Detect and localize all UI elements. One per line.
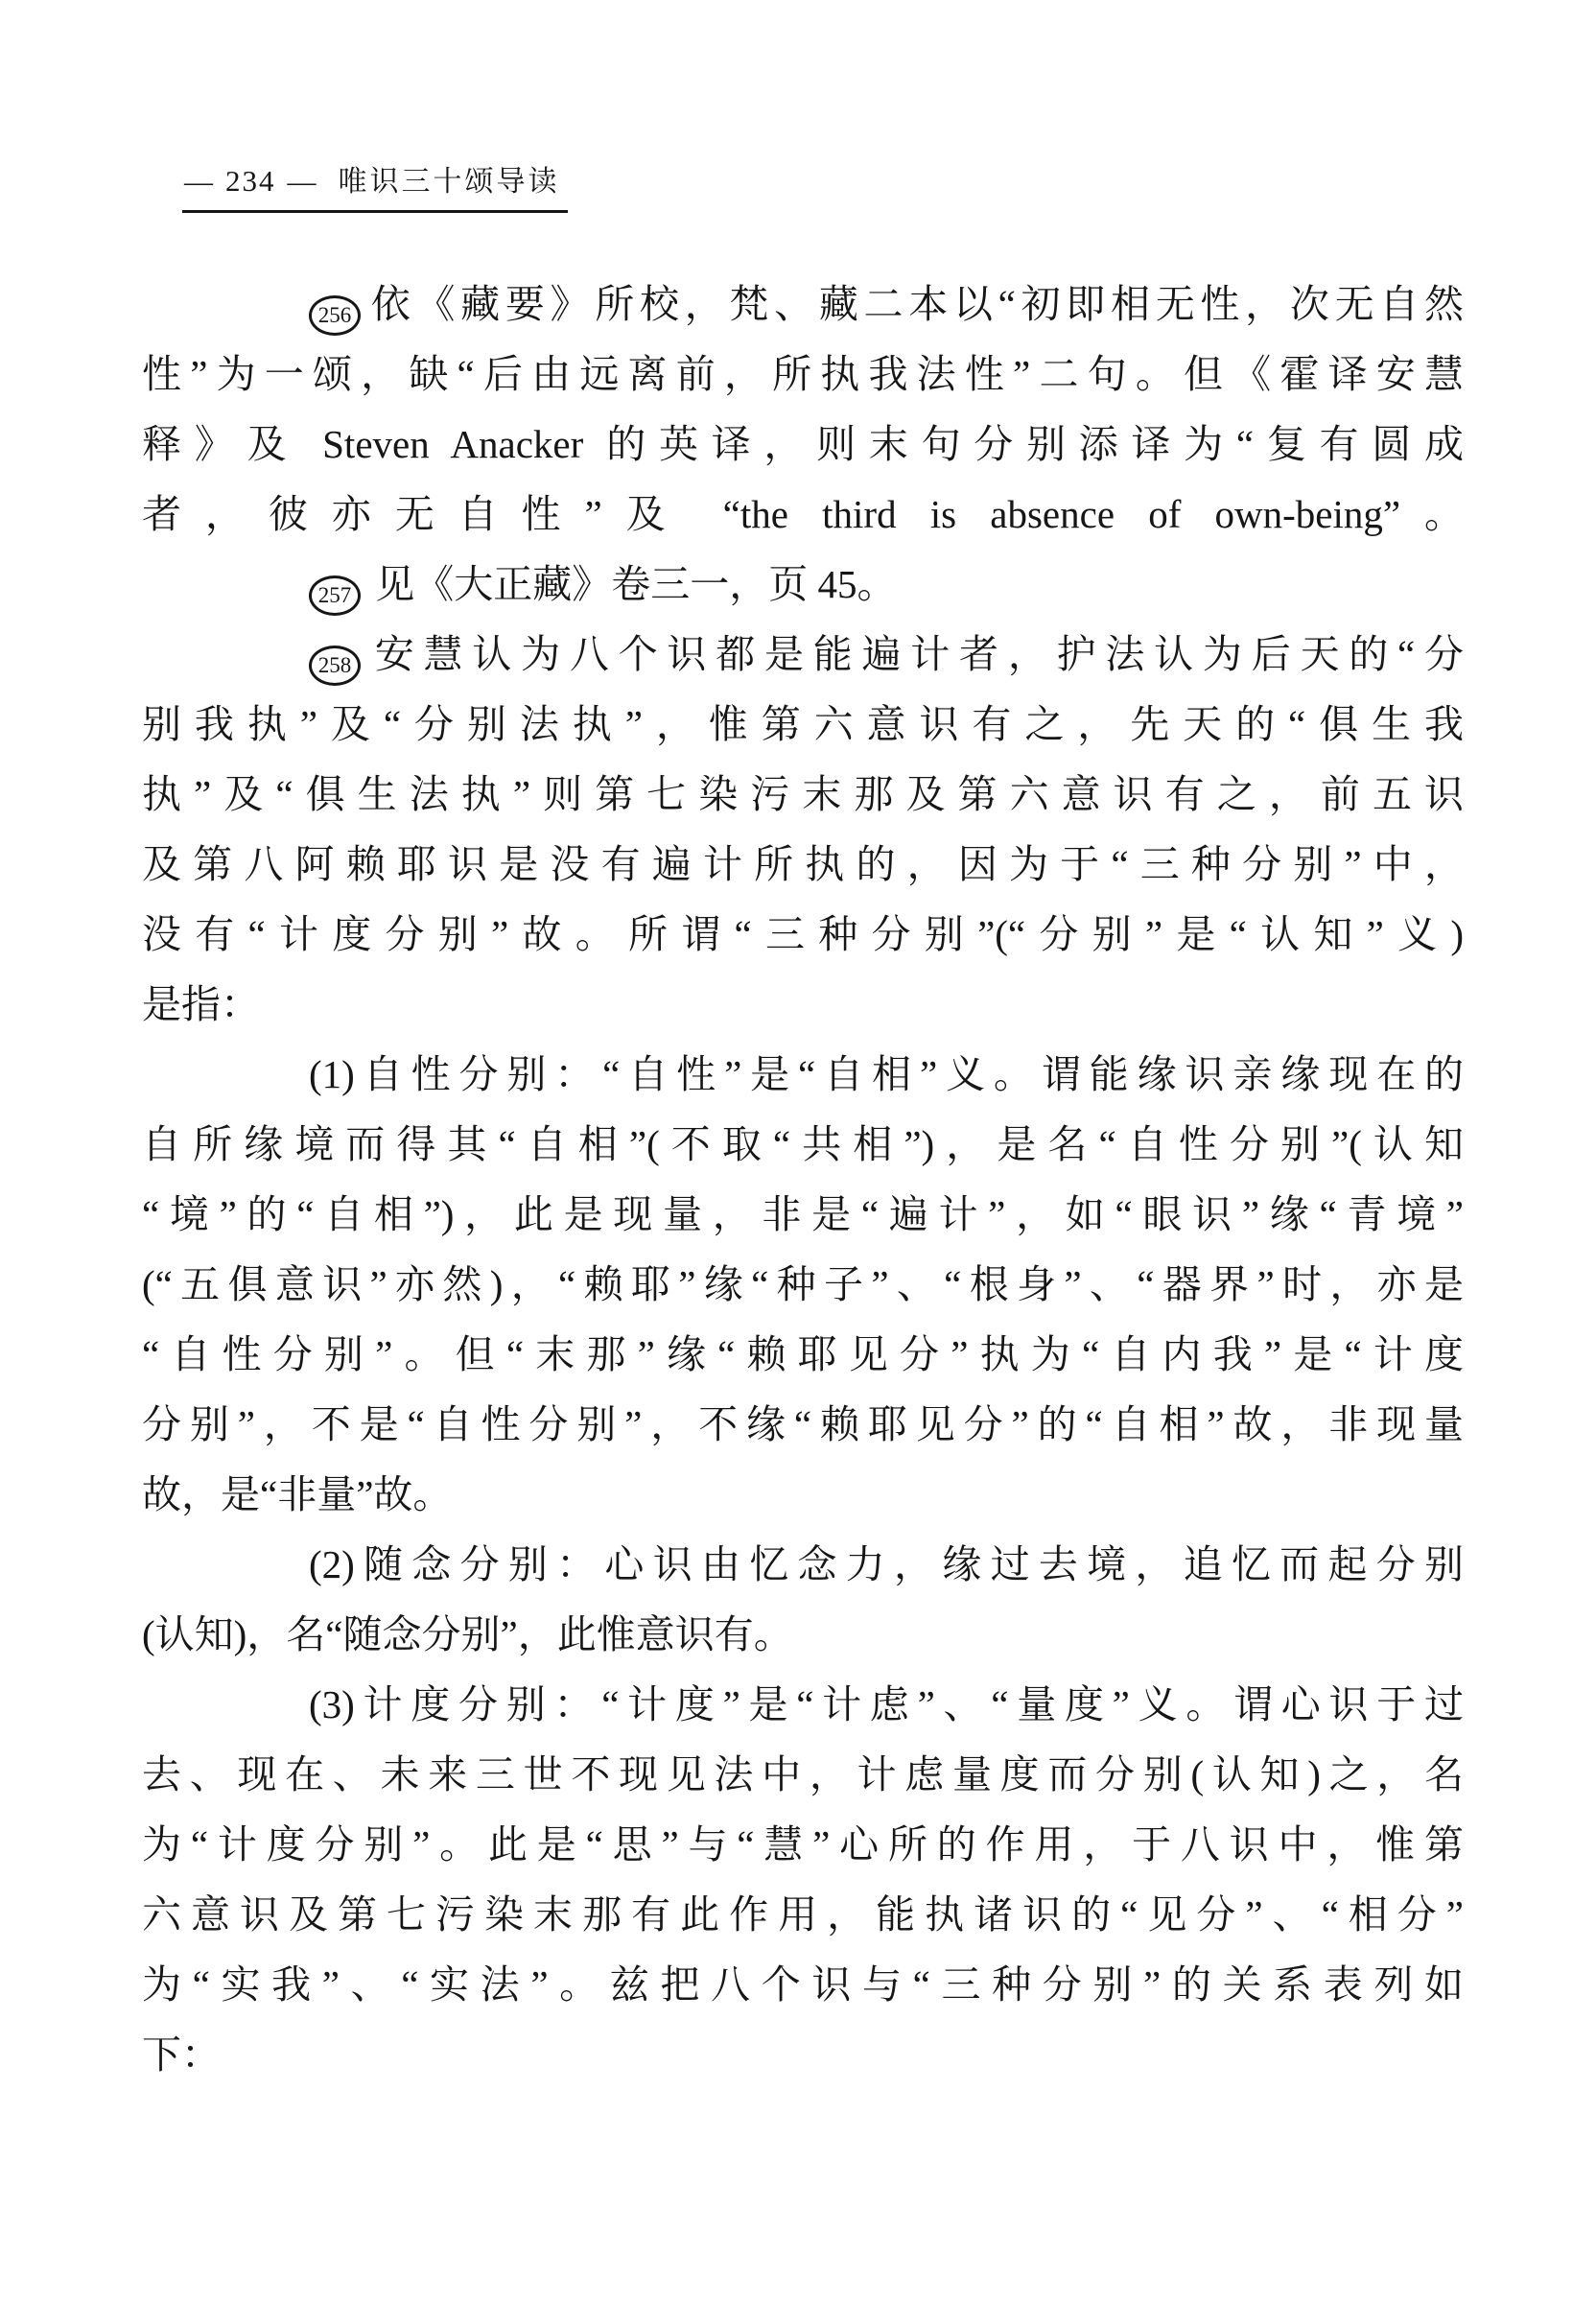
footnotes-text	[142, 270, 1464, 2090]
text-line	[142, 760, 1464, 830]
line-text: 没有“计度分别”故。所谓“三种分别”(“分别”是“认知”义)	[142, 912, 1464, 956]
line-text: 去、现在、未来三世不现见法中，计虑量度而分别(认知)之，名	[142, 1752, 1464, 1796]
text-line	[142, 2020, 1464, 2090]
running-head	[182, 163, 568, 213]
line-text: 依《藏要》所校，梵、藏二本以“初即相无性，次无自然	[365, 282, 1464, 326]
text-line	[142, 690, 1464, 760]
line-text: 是指：	[142, 982, 260, 1026]
line-text: (1)自性分别：“自性”是“自相”义。谓能缘识亲缘现在的	[309, 1052, 1464, 1096]
text-line	[142, 1600, 1464, 1670]
line-text: 为“实我”、“实法”。兹把八个识与“三种分别”的关系表列如	[142, 1962, 1464, 2007]
footnote-number-badge: 258	[309, 646, 361, 686]
line-text: 自所缘境而得其“自相”(不取“共相”)，是名“自性分别”(认知	[142, 1122, 1464, 1166]
text-line	[142, 1110, 1464, 1180]
line-text: 者，彼亦无自性”及 “the third is absence of own-being”。	[142, 492, 1464, 536]
footnote-number-badge: 256	[309, 295, 361, 336]
text-line	[142, 1180, 1464, 1250]
text-line	[142, 900, 1464, 970]
line-text: “境”的“自相”)，此是现量，非是“遍计”，如“眼识”缘“青境”	[142, 1192, 1464, 1236]
text-line	[142, 410, 1464, 480]
line-text: 及第八阿赖耶识是没有遍计所执的，因为于“三种分别”中，	[142, 842, 1464, 886]
text-line	[142, 550, 1464, 620]
line-text: 下：	[142, 2032, 221, 2077]
line-text: 分别”，不是“自性分别”，不缘“赖耶见分”的“自相”故，非现量	[142, 1402, 1464, 1446]
text-line	[142, 1320, 1464, 1390]
line-text: 别我执”及“分别法执”，惟第六意识有之，先天的“俱生我	[142, 702, 1464, 746]
line-text: (2)随念分别：心识由忆念力，缘过去境，追忆而起分别	[309, 1542, 1464, 1586]
text-line	[142, 970, 1464, 1040]
text-line	[142, 1460, 1464, 1530]
book-title: 唯识三十颂导读	[338, 166, 560, 198]
text-line	[142, 620, 1464, 690]
line-text: 执”及“俱生法执”则第七染污末那及第六意识有之，前五识	[142, 772, 1464, 816]
page-number: 234	[225, 164, 276, 198]
text-line	[142, 1670, 1464, 1740]
line-text: 六意识及第七污染末那有此作用，能执诸识的“见分”、“相分”	[142, 1892, 1464, 1937]
header-dash-right: —	[287, 166, 317, 198]
line-text: (认知)，名“随念分别”，此惟意识有。	[142, 1612, 793, 1656]
text-line	[142, 1250, 1464, 1320]
text-line	[142, 1390, 1464, 1460]
text-line	[142, 1740, 1464, 1810]
line-text: 见《大正藏》卷三一，页 45。	[365, 562, 897, 606]
line-text: “自性分别”。但“末那”缘“赖耶见分”执为“自内我”是“计度	[142, 1332, 1464, 1376]
text-line	[142, 1880, 1464, 1950]
header-dash-left: —	[184, 166, 214, 198]
text-line	[142, 1040, 1464, 1110]
text-line	[142, 1950, 1464, 2020]
text-line	[142, 830, 1464, 900]
line-text: 为“计度分别”。此是“思”与“慧”心所的作用，于八识中，惟第	[142, 1822, 1464, 1867]
line-text: 故，是“非量”故。	[142, 1472, 453, 1516]
text-line	[142, 480, 1464, 550]
text-line	[142, 270, 1464, 340]
line-text: 释》及 Steven Anacker 的英译，则末句分别添译为“复有圆成	[142, 422, 1464, 466]
text-line	[142, 1810, 1464, 1880]
footnote-number-badge: 257	[309, 575, 361, 616]
text-line	[142, 1530, 1464, 1600]
line-text: (“五俱意识”亦然)，“赖耶”缘“种子”、“根身”、“器界”时，亦是	[142, 1262, 1464, 1306]
line-text: 性”为一颂，缺“后由远离前，所执我法性”二句。但《霍译安慧	[142, 352, 1464, 396]
text-line	[142, 340, 1464, 410]
line-text: (3)计度分别：“计度”是“计虑”、“量度”义。谓心识于过	[309, 1682, 1464, 1726]
line-text: 安慧认为八个识都是能遍计者，护法认为后天的“分	[365, 632, 1464, 676]
